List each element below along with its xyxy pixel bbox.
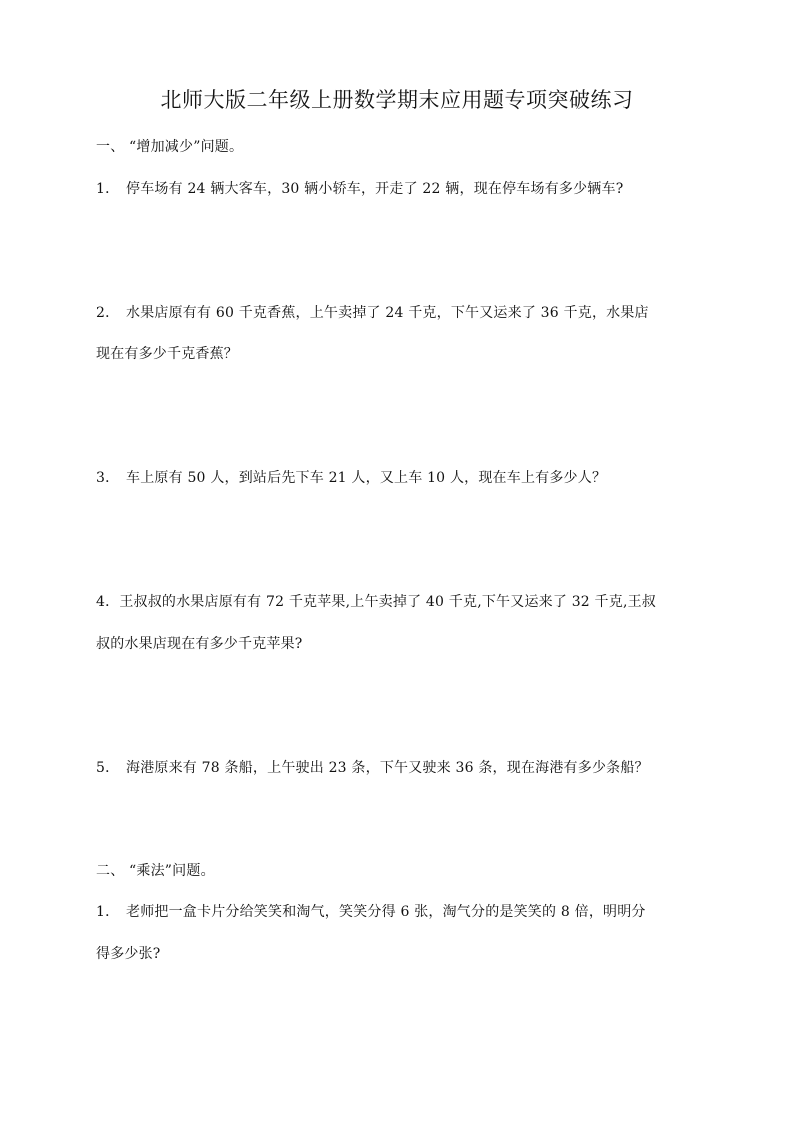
question-2-1 (96, 901, 716, 921)
question-1-4-cont: 叔的水果店现在有多少千克苹果? (96, 636, 303, 652)
question-1-3 (96, 467, 716, 487)
question-text: 王叔叔的水果店原有有 72 千克苹果,上午卖掉了 40 千克,下午又运来了 32 千克,王叔 (119, 594, 657, 610)
question-1-2 (96, 302, 716, 322)
section-2-heading: 二、 “乘法”问题。 (96, 863, 215, 879)
question-number: 3． (96, 470, 120, 486)
question-1-5 (96, 757, 716, 777)
question-number: 1． (96, 181, 120, 197)
question-1-1 (96, 178, 716, 198)
question-2-1-cont: 得多少张? (96, 946, 161, 962)
question-text: 老师把一盒卡片分给笑笑和淘气，笑笑分得 6 张，淘气分的是笑笑的 8 倍，明明分 (126, 904, 646, 920)
section-1-heading: 一、 “增加减少”问题。 (96, 139, 244, 155)
question-text: 车上原有 50 人，到站后先下车 21 人，又上车 10 人，现在车上有多少人？ (126, 470, 607, 486)
question-1-4 (96, 591, 716, 611)
question-number: 1． (96, 904, 120, 920)
question-1-2-cont: 现在有多少千克香蕉？ (96, 346, 238, 362)
question-text: 停车场有 24 辆大客车，30 辆小轿车，开走了 22 辆，现在停车场有多少辆车? (126, 181, 624, 197)
page-title: 北师大版二年级上册数学期末应用题专项突破练习 (160, 88, 634, 112)
question-number: 5． (96, 760, 120, 776)
question-text: 水果店原有有 60 千克香蕉，上午卖掉了 24 千克，下午又运来了 36 千克，水果店 (126, 305, 649, 321)
question-text: 海港原来有 78 条船，上午驶出 23 条，下午又驶来 36 条，现在海港有多少条船？ (126, 760, 649, 776)
question-number: 4． (96, 594, 120, 610)
question-number: 2． (96, 305, 120, 321)
